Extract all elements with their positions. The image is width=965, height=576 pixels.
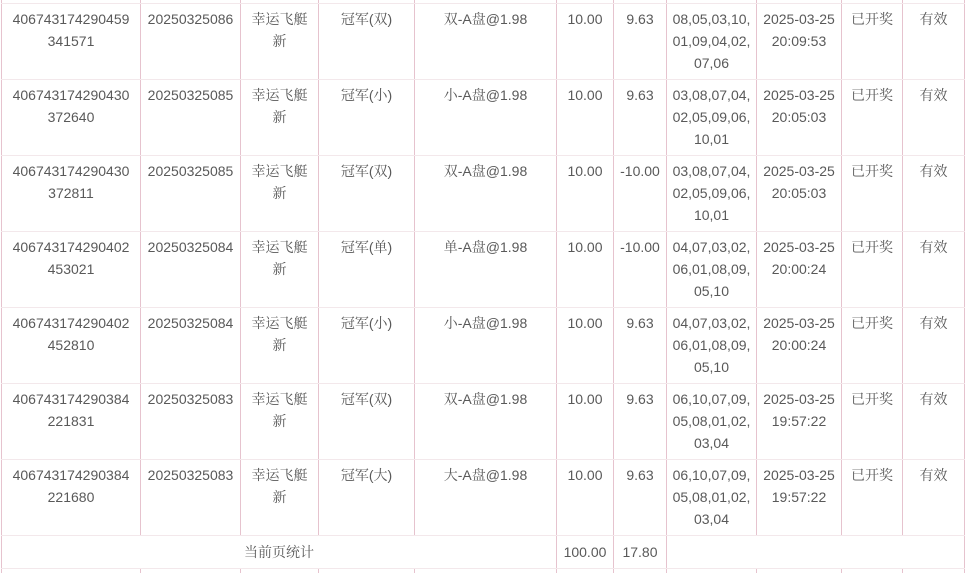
cell-profit: -10.00 xyxy=(614,232,667,308)
records-body xyxy=(2,4,965,536)
cell-bet-content: 双-A盘@1.98 xyxy=(415,384,557,460)
cell-play-type: 冠军(小) xyxy=(319,80,415,156)
cell-order-id: 406743174290402453021 xyxy=(2,232,141,308)
cell-period: 20250325083 xyxy=(141,384,241,460)
clipped-cell xyxy=(842,569,903,574)
cell-bet-content: 小-A盘@1.98 xyxy=(415,308,557,384)
cell-period: 20250325084 xyxy=(141,308,241,384)
clipped-cell xyxy=(415,569,557,574)
cell-period: 20250325086 xyxy=(141,4,241,80)
cell-bet-content: 单-A盘@1.98 xyxy=(415,232,557,308)
cell-game-name: 幸运飞艇新 xyxy=(241,156,319,232)
cell-order-id: 406743174290430372811 xyxy=(2,156,141,232)
cell-game-name: 幸运飞艇新 xyxy=(241,4,319,80)
cell-profit: 9.63 xyxy=(614,384,667,460)
cell-game-name: 幸运飞艇新 xyxy=(241,460,319,536)
cell-play-type: 冠军(双) xyxy=(319,4,415,80)
cell-draw-result: 03,08,07,04,02,05,09,06,10,01 xyxy=(667,156,757,232)
cell-amount: 10.00 xyxy=(557,4,614,80)
record-row xyxy=(2,156,965,232)
cell-amount: 10.00 xyxy=(557,156,614,232)
clipped-cell xyxy=(319,569,415,574)
cell-order-id: 406743174290402452810 xyxy=(2,308,141,384)
record-row xyxy=(2,308,965,384)
cell-draw-result: 06,10,07,09,05,08,01,02,03,04 xyxy=(667,460,757,536)
cell-period: 20250325085 xyxy=(141,156,241,232)
cell-validity: 有效 xyxy=(903,460,965,536)
cell-amount: 10.00 xyxy=(557,80,614,156)
cell-draw-time: 2025-03-25 20:00:24 xyxy=(757,308,842,384)
cell-validity: 有效 xyxy=(903,4,965,80)
cell-order-id: 406743174290384221680 xyxy=(2,460,141,536)
cell-play-type: 冠军(双) xyxy=(319,384,415,460)
cell-draw-result: 04,07,03,02,06,01,08,09,05,10 xyxy=(667,308,757,384)
clipped-cell xyxy=(241,569,319,574)
clipped-cell xyxy=(903,569,965,574)
cell-bet-content: 双-A盘@1.98 xyxy=(415,4,557,80)
cell-draw-result: 06,10,07,09,05,08,01,02,03,04 xyxy=(667,384,757,460)
record-row xyxy=(2,80,965,156)
cell-status: 已开奖 xyxy=(842,156,903,232)
cell-play-type: 冠军(单) xyxy=(319,232,415,308)
cell-play-type: 冠军(小) xyxy=(319,308,415,384)
summary-empty-cell xyxy=(667,536,965,569)
record-row xyxy=(2,460,965,536)
cell-bet-content: 大-A盘@1.98 xyxy=(415,460,557,536)
cell-bet-content: 双-A盘@1.98 xyxy=(415,156,557,232)
cell-draw-time: 2025-03-25 20:05:03 xyxy=(757,80,842,156)
bet-records-table xyxy=(1,0,965,573)
clipped-cell xyxy=(757,569,842,574)
cell-profit: -10.00 xyxy=(614,156,667,232)
cell-validity: 有效 xyxy=(903,80,965,156)
cell-period: 20250325085 xyxy=(141,80,241,156)
cell-status: 已开奖 xyxy=(842,460,903,536)
cell-amount: 10.00 xyxy=(557,460,614,536)
cell-amount: 10.00 xyxy=(557,232,614,308)
summary-body xyxy=(2,536,965,574)
clipped-cell xyxy=(557,569,614,574)
summary-label: 当前页统计 xyxy=(2,536,557,569)
summary-amount: 100.00 xyxy=(557,536,614,569)
record-row xyxy=(2,384,965,460)
cell-draw-result: 08,05,03,10,01,09,04,02,07,06 xyxy=(667,4,757,80)
cell-status: 已开奖 xyxy=(842,80,903,156)
cell-draw-time: 2025-03-25 20:05:03 xyxy=(757,156,842,232)
cell-bet-content: 小-A盘@1.98 xyxy=(415,80,557,156)
cell-status: 已开奖 xyxy=(842,308,903,384)
cell-draw-time: 2025-03-25 20:00:24 xyxy=(757,232,842,308)
clipped-cell xyxy=(667,569,757,574)
cell-play-type: 冠军(双) xyxy=(319,156,415,232)
clipped-cell xyxy=(614,569,667,574)
cell-game-name: 幸运飞艇新 xyxy=(241,384,319,460)
cell-draw-result: 03,08,07,04,02,05,09,06,10,01 xyxy=(667,80,757,156)
cell-draw-time: 2025-03-25 19:57:22 xyxy=(757,384,842,460)
record-row xyxy=(2,232,965,308)
clipped-cell xyxy=(2,569,141,574)
cell-draw-time: 2025-03-25 20:09:53 xyxy=(757,4,842,80)
cell-period: 20250325083 xyxy=(141,460,241,536)
cell-order-id: 406743174290384221831 xyxy=(2,384,141,460)
cell-validity: 有效 xyxy=(903,308,965,384)
cell-draw-time: 2025-03-25 19:57:22 xyxy=(757,460,842,536)
cell-profit: 9.63 xyxy=(614,308,667,384)
cell-profit: 9.63 xyxy=(614,80,667,156)
clipped-cell xyxy=(141,569,241,574)
cell-draw-result: 04,07,03,02,06,01,08,09,05,10 xyxy=(667,232,757,308)
record-row xyxy=(2,4,965,80)
cell-game-name: 幸运飞艇新 xyxy=(241,308,319,384)
cell-status: 已开奖 xyxy=(842,384,903,460)
cell-status: 已开奖 xyxy=(842,232,903,308)
cell-amount: 10.00 xyxy=(557,308,614,384)
cell-status: 已开奖 xyxy=(842,4,903,80)
cell-validity: 有效 xyxy=(903,384,965,460)
cell-game-name: 幸运飞艇新 xyxy=(241,80,319,156)
cell-validity: 有效 xyxy=(903,156,965,232)
summary-profit: 17.80 xyxy=(614,536,667,569)
cell-profit: 9.63 xyxy=(614,4,667,80)
cell-play-type: 冠军(大) xyxy=(319,460,415,536)
cell-period: 20250325084 xyxy=(141,232,241,308)
page-summary-row xyxy=(2,536,965,569)
cell-order-id: 406743174290430372640 xyxy=(2,80,141,156)
cell-order-id: 406743174290459341571 xyxy=(2,4,141,80)
cell-profit: 9.63 xyxy=(614,460,667,536)
cell-game-name: 幸运飞艇新 xyxy=(241,232,319,308)
clipped-row-bottom xyxy=(2,569,965,574)
cell-amount: 10.00 xyxy=(557,384,614,460)
cell-validity: 有效 xyxy=(903,232,965,308)
